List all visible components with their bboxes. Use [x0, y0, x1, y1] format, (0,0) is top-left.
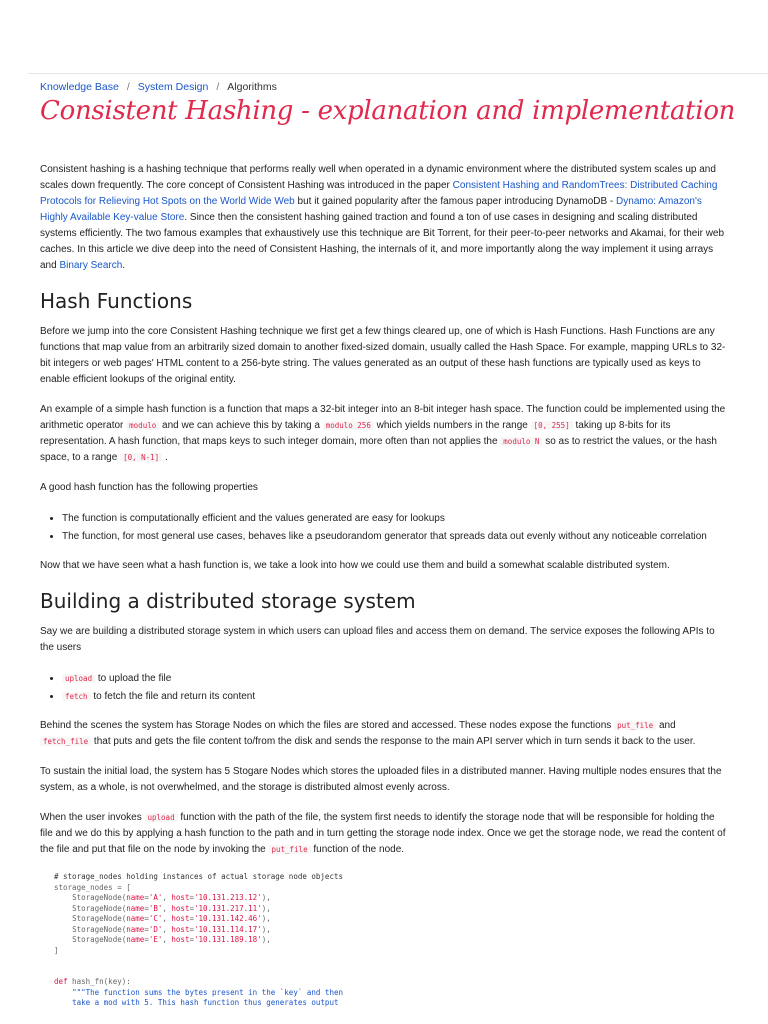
code-line: StorageNode(name='A', host='10.131.213.12'), [72, 893, 271, 902]
hash-paragraph-3: A good hash function has the following properties [40, 482, 258, 493]
text: When the user invokes [40, 812, 145, 823]
code-line: hash_fn(key): [67, 977, 131, 986]
code-block [40, 872, 728, 1009]
code-line: StorageNode(name='C', host='10.131.142.46'), [72, 914, 271, 923]
intro-text: . [122, 260, 126, 271]
link-dynamo-paper[interactable]: Dynamo: Amazon's Highly Available Key-value Store [40, 196, 702, 223]
breadcrumb-knowledge-base[interactable]: Knowledge Base [40, 81, 119, 93]
code-comment: # storage_nodes holding instances of actual storage node objects [54, 872, 343, 881]
text: to upload the file [95, 673, 172, 684]
code-put-file: put_file [269, 845, 311, 854]
code-keyword: def [54, 977, 68, 986]
text: Behind the scenes the system has Storage Nodes on which the files are stored and accessed. These nodes expose the functions [40, 720, 615, 731]
intro-paragraph [40, 162, 728, 274]
link-binary-search[interactable]: Binary Search [59, 260, 123, 271]
code-range-n: [0, N-1] [120, 453, 162, 462]
code-fetch: fetch [62, 692, 91, 701]
storage-paragraph-2 [40, 718, 728, 750]
code-line: storage_nodes = [ [54, 882, 131, 892]
text: An example of a simple hash function is a function that maps a 32-bit integer into an 8-bit integer hash space. The function could be implemented using the arithmetic operator [40, 404, 726, 431]
code-modulo-256: modulo 256 [323, 421, 374, 430]
top-divider [28, 73, 768, 74]
intro-text: . Since then the consistent hashing gained traction and found a ton of use cases in designing and scaling distributed systems efficiently. The two famous examples that exhaustively use this technique are Bit Torrent, for their peer-to-peer networks and Akamai, for their web caches. In this article we dive deep into the need of Consistent Hashing, the internals of it, and more importantly along the way implement it using arrays and [40, 212, 725, 271]
breadcrumb-system-design[interactable]: System Design [137, 81, 209, 93]
text: function with the path of the file, the system first needs to identify the storage node that will be responsible for holding the file and we do this by applying a hash function to the path and in turn getting the storage node index. Once we get the storage node, we read the content of the file and put that file on the node by invoking the [40, 812, 726, 855]
hash-paragraph-1: Before we jump into the core Consistent Hashing technique we first get a few things cleared up, one of which is Hash Functions. Hash Functions are any functions that map value from an arbitrarily sized domain to another fixed-sized domain, usually called the Hash Space. For example, mapping URLs to 32-bit integers or web pages' HTML content to a 256-byte string. The values generated as an output of these hash functions are typically used as keys to enable efficient lookups of the original entity. [40, 326, 726, 385]
code-docstring: take a mod with 5. This hash function thus generates output [72, 998, 339, 1007]
text: so as to restrict the values, or the hash space, to a range [40, 436, 717, 463]
code-upload: upload [145, 813, 178, 822]
list-item [62, 688, 728, 706]
breadcrumb-algorithms: Algorithms [227, 81, 277, 93]
api-list [40, 670, 728, 706]
text: and we can achieve this by taking a [159, 420, 323, 431]
code-line: ] [54, 945, 59, 955]
code-line: StorageNode(name='B', host='10.131.217.11'), [72, 903, 271, 913]
breadcrumb [40, 81, 277, 93]
hash-properties-list [40, 510, 728, 546]
storage-paragraph-1: Say we are building a distributed storage system in which users can upload files and access them on demand. The service exposes the following APIs to the users [40, 626, 715, 653]
breadcrumb-separator: / [216, 81, 220, 93]
text: and [656, 720, 676, 731]
code-fetch-file: fetch_file [40, 737, 91, 746]
text: taking up 8-bits for its representation. A hash function, that maps keys to such integer domain, more often than not applies the [40, 420, 671, 447]
heading-hash-functions: Hash Functions [40, 289, 193, 313]
text: function of the node. [310, 844, 405, 855]
text: . [162, 452, 168, 463]
list-item: • The function, for most general use cases, behaves like a pseudorandom generator that spreads data out evenly without any noticeable correlation [62, 528, 728, 546]
storage-paragraph-3: To sustain the initial load, the system has 5 Stogare Nodes which stores the uploaded files in a distributed manner. Having multiple nodes ensures that the system, as a whole, is not overwhelmed, and the storage is distributed almost evenly across. [40, 766, 722, 793]
code-modulo-n: modulo N [500, 437, 542, 446]
page-title: Consistent Hashing - explanation and implementation [40, 96, 736, 126]
code-line: StorageNode(name='D', host='10.131.114.17'), [72, 924, 271, 934]
list-item [62, 670, 728, 688]
hash-paragraph-2 [40, 402, 728, 466]
code-docstring: """The function sums the bytes present in the `key` and then [72, 987, 343, 997]
storage-paragraph-4 [40, 810, 728, 858]
code-modulo: modulo [126, 421, 159, 430]
text: to fetch the file and return its content [90, 691, 256, 702]
hash-paragraph-4: Now that we have seen what a hash function is, we take a look into how we could use them and build a somewhat scalable distributed system. [40, 560, 670, 571]
list-item: • The function is computationally efficient and the values generated are easy for lookups [62, 510, 728, 528]
text: which yields numbers in the range [373, 420, 531, 431]
heading-distributed-storage: Building a distributed storage system [40, 589, 416, 613]
code-range-255: [0, 255] [531, 421, 573, 430]
breadcrumb-separator: / [126, 81, 130, 93]
code-line: StorageNode(name='E', host='10.131.189.18'), [72, 935, 271, 944]
text: that puts and gets the file content to/from the disk and sends the response to the main API server which in turn sends it back to the user. [91, 736, 696, 747]
code-put-file: put_file [614, 721, 656, 730]
code-upload: upload [62, 674, 95, 683]
intro-text: Consistent hashing is a hashing technique that performs really well when operated in a dynamic environment where the distributed system scales up and scales down frequently. The core concept of Consistent Hashing was introduced in the paper [40, 164, 716, 191]
article-body [40, 162, 728, 1009]
intro-text: but it gained popularity after the famous paper introducing DynamoDB - [294, 196, 617, 207]
link-consistent-hashing-paper[interactable]: Consistent Hashing and RandomTrees: Distributed Caching Protocols for Relieving Hot Spots on the World Wide Web [40, 180, 718, 207]
